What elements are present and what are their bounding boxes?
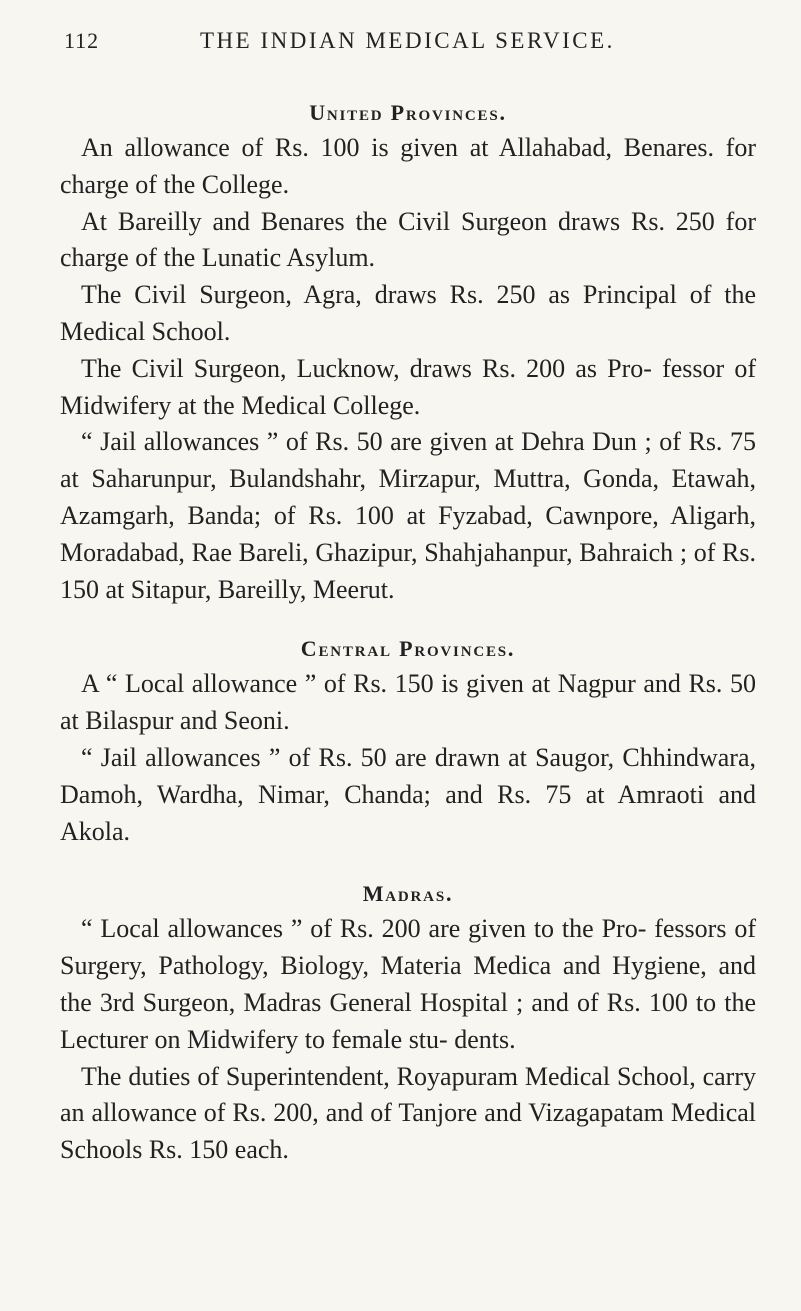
paragraph: The Civil Surgeon, Lucknow, draws Rs. 200 as Pro- fessor of Midwifery at the Medical College. [60, 353, 756, 420]
section-united-provinces [60, 96, 756, 608]
section-heading: Central Provinces. [300, 636, 516, 662]
page-number: 112 [64, 28, 100, 53]
paragraph: The Civil Surgeon, Agra, draws Rs. 250 as Principal of the Medical School. [60, 280, 756, 346]
running-head [64, 28, 756, 54]
section-central-provinces [60, 632, 756, 850]
paragraph: “ Jail allowances ” of Rs. 50 are given at Dehra Dun ; of Rs. 75 at Saharunpur, Bulandshahr, Mirzapur, Muttra, Gonda, Etawah, Azamgarh, Banda; of Rs. 100 at Fyzabad, Cawnpore, Aligarh, Moradabad, Rae Bareli, Ghazipur, Shahjahanpur, Bahraich ; of Rs. 150 at Sitapur, Bareilly, Meerut. [60, 427, 756, 604]
section-heading: United Provinces. [309, 100, 507, 125]
paragraph: A “ Local allowance ” of Rs. 150 is given at Nagpur and Rs. 50 at Bilaspur and Seoni. [60, 669, 756, 736]
paragraph: At Bareilly and Benares the Civil Surgeon draws Rs. 250 for charge of the Lunatic Asylum. [60, 206, 756, 273]
paragraph: “ Local allowances ” of Rs. 200 are given to the Pro- fessors of Surgery, Pathology, Biology, Materia Medica and Hygiene, and the 3rd Surgeon, Madras General Hospital ; and of Rs. 100 to the Lecturer on Midwifery to female stu- dents. [60, 914, 756, 1054]
section-madras [60, 877, 756, 1169]
paragraph: An allowance of Rs. 100 is given at Allahabad, Benares. for charge of the College. [60, 133, 756, 199]
running-title: THE INDIAN MEDICAL SERVICE. [200, 28, 615, 53]
book-page [60, 28, 756, 1169]
paragraph: The duties of Superintendent, Royapuram Medical School, carry an allowance of Rs. 200, and of Tanjore and Vizagapatam Medical Schools Rs. 150 each. [60, 1061, 756, 1165]
paragraph: “ Jail allowances ” of Rs. 50 are drawn at Saugor, Chhindwara, Damoh, Wardha, Nimar, Chanda; and Rs. 75 at Amraoti and Akola. [60, 742, 756, 846]
section-heading: Madras. [362, 881, 454, 907]
